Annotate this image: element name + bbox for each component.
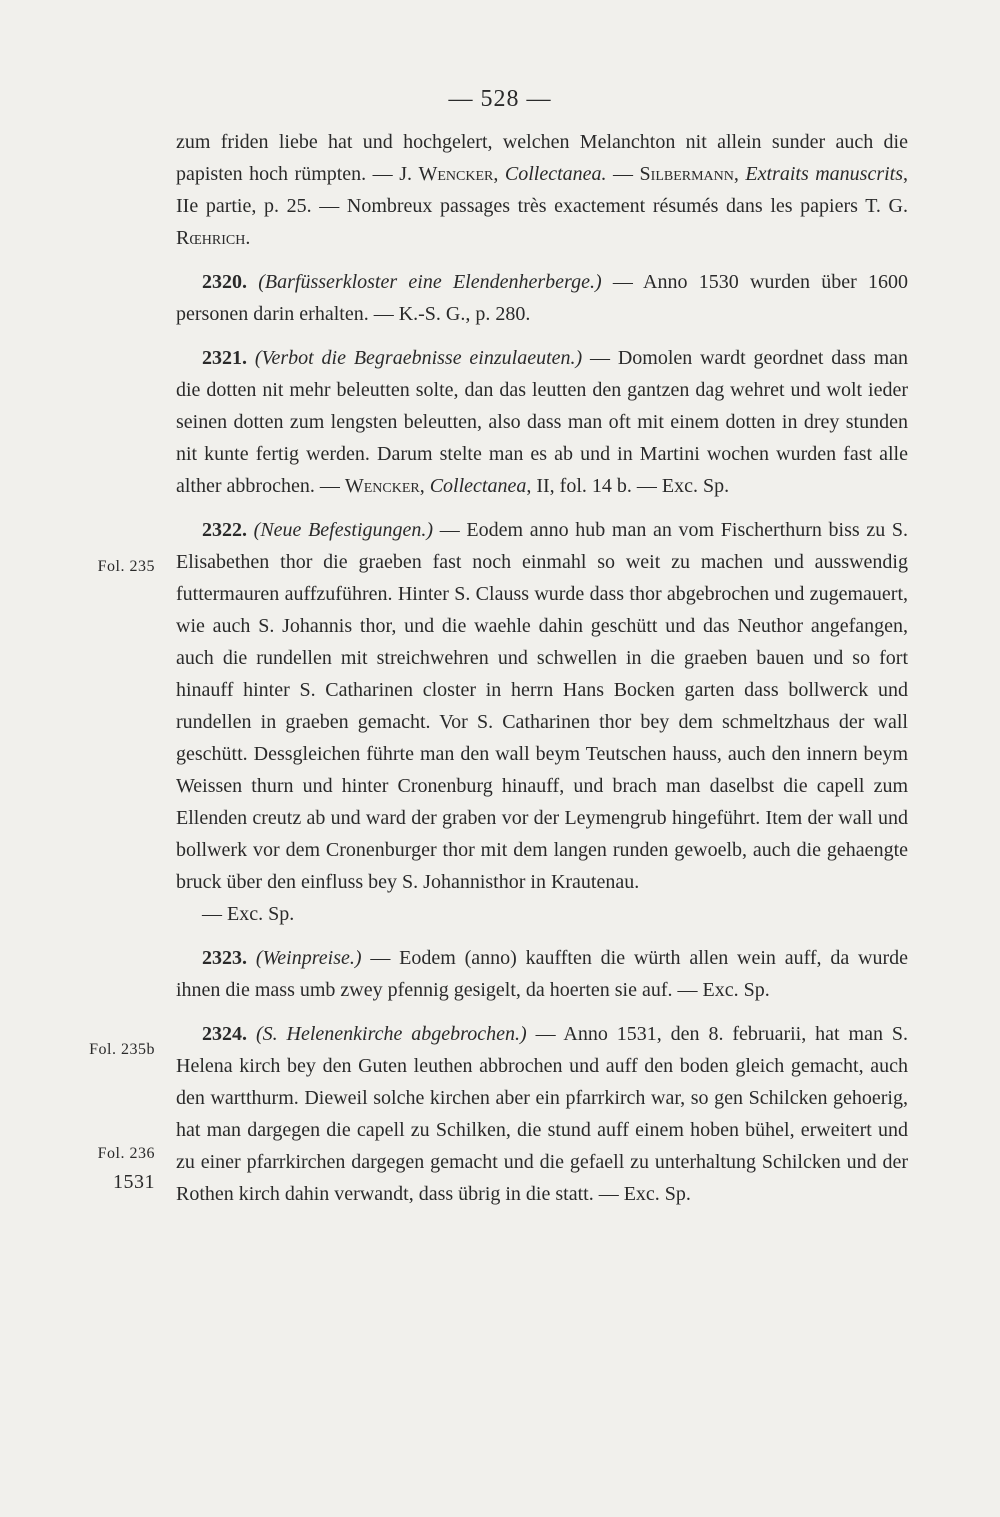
margin-note-fol-235: Fol. 235 bbox=[97, 558, 155, 575]
page-text bbox=[176, 126, 908, 1210]
entry-2324: 2324. (S. Helenenkirche abgebrochen.) — Anno 1531, den 8. februarii, hat man S. Helena kirch bey den Guten leuthen abbrochen und auff den boden gleich gemacht, auch den wartthurm. Dieweil solche kirchen aber ein pfarrkirch war, so gen Schilcken gehoerig, hat man dargegen die capell zu Schilken, die stund auff einem hoben bühel, erweitert und zu einer pfarrkirchen dargegen gemacht und die gefaell zu unterhaltung Schilcken und der Rothen kirch dahin verwandt, dass übrig in die statt. — Exc. Sp. bbox=[176, 1023, 909, 1205]
continuation-paragraph: zum friden liebe hat und hochgelert, welchen Melanchton nit allein sunder auch die papisten hoch rümpten. — J. Wencker, Collectanea. — Silbermann, Extraits manuscrits, IIe partie, p. 25. — Nombreux passages très exactement résumés dans les papiers T. G. Rœhrich. bbox=[176, 131, 909, 249]
entry-2323: 2323. (Weinpreise.) — Eodem (anno) kaufften die würth allen wein auff, da wurde ihnen die mass umb zwey pfennig gesigelt, da hoerten sie auf. — Exc. Sp. bbox=[176, 947, 909, 1001]
entry-2320: 2320. (Barfüsserkloster eine Elendenherberge.) — Anno 1530 wurden über 1600 personen darin erhalten. — K.-S. G., p. 280. bbox=[176, 271, 908, 325]
entry-2321: 2321. (Verbot die Begraebnisse einzulaeuten.) — Domolen wardt geordnet dass man die dotten nit mehr beleutten solte, dan das leutten den gantzen dag wehret und wolt ieder seinen dotten zum lengsten beleutten, also dass man oft mit einem dotten in drey stunden nit kunte fertig werden. Darum stelte man es ab und in Martini wochen wurden fast alle alther abbrochen. — Wencker, Collectanea, II, fol. 14 b. — Exc. Sp. bbox=[176, 347, 909, 497]
margin-note-fol-235b: Fol. 235b bbox=[89, 1041, 155, 1058]
margin-note-fol-236: Fol. 236 bbox=[97, 1145, 155, 1162]
margin-note-year: 1531 bbox=[113, 1171, 155, 1193]
page-number: — 528 — bbox=[448, 86, 552, 112]
entry-2322: 2322. (Neue Befestigungen.) — Eodem anno hub man an vom Fischerthurn biss zu S. Elisabethen thor die graeben fast noch einmahl so weit zu machen und ausswendig futtermauren auffzuführen. Hinter S. Clauss wurde dass thor abgebrochen und zugemauert, wie auch S. Johannis thor, und die waehle dahin geschütt und das Neuthor angefangen, auch die rundellen mit streichwehren und schwellen in die graeben bauen und so fort hinauff hinter S. Catharinen closter in herrn Hans Bocken garten dass bollwerck und rundellen in graeben gemacht. Vor S. Catharinen thor bey dem schmeltzhaus der wall geschütt. Dessgleichen führte man den wall beym Teutschen hauss, auch den innern beym Weissen thurn und hinter Cronenburg hinauff, und brach man daselbst die capell zum Ellenden creutz ab und ward der graben vor der Leymengrub hingeführt. Item der wall und bollwerk vor dem Cronenburger thor mit dem langen runden gewoelb, auch die gehaengte bruck über den einfluss bey S. Johannisthor in Krautenau. bbox=[176, 519, 908, 893]
entry-2322-tail: — Exc. Sp. bbox=[202, 903, 295, 925]
